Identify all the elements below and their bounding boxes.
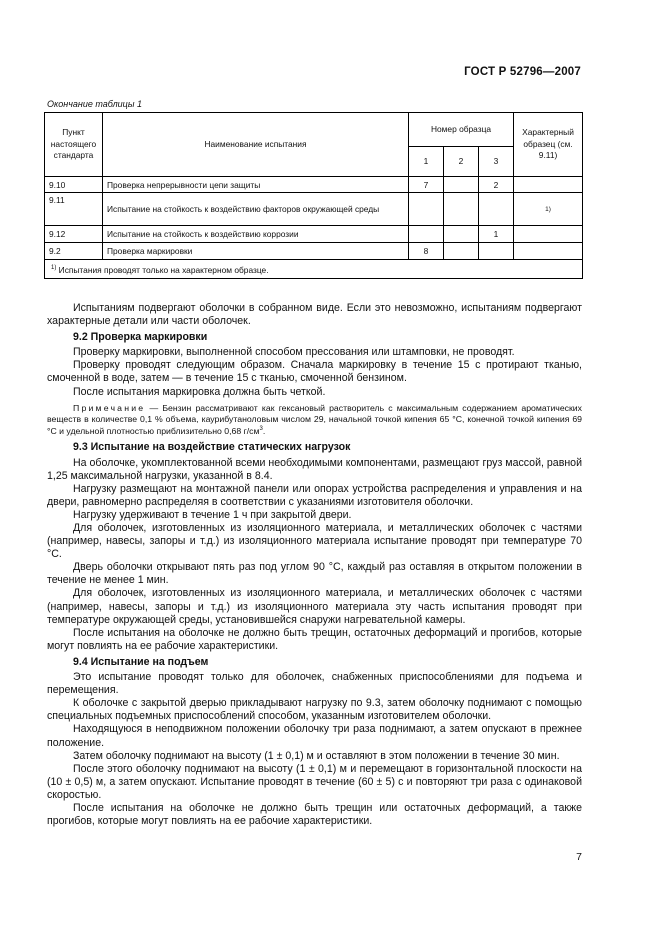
table-row (45, 243, 583, 260)
note-text: — Бензин рассматривают как гексановый растворитель с максимальным содержанием ароматических веществ в количестве 0,1 % объема, каурибутаноловым числом 29, начальной точкой кипения 65 °С, конечной точкой кипения 69 °С и удельной плотностью приблизительно 0,68 г/см (47, 402, 582, 436)
paragraph: Для оболочек, изготовленных из изоляционного материала, и металлических оболочек с частями (например, навесы, запоры и т.д.) из изоляционного материала эту часть испытания проводят при температуре окружающей среды, установившейся снаружи нагревательной камеры. (47, 587, 582, 626)
paragraph: Нагрузку удерживают в течение 1 ч при закрытой двери. (73, 508, 352, 521)
cell-sample-3: 2 (479, 177, 514, 193)
document-body (47, 302, 582, 828)
table-caption: Окончание таблицы 1 (47, 99, 142, 109)
cell-sample-2 (444, 226, 479, 243)
paragraph: Испытаниям подвергают оболочки в собранном виде. Если это невозможно, испытаниям подвергают характерные детали или части оболочек. (47, 302, 582, 328)
cell-clause: 9.12 (45, 226, 103, 243)
col-header-clause: Пункт настоящего стандарта (45, 113, 103, 177)
paragraph: Дверь оболочки открывают пять раз под углом 90 °С, каждый раз оставляя в открытом положении в течение не менее 1 мин. (47, 561, 582, 587)
col-header-sample-3: 3 (479, 147, 514, 177)
section-heading-9-4: 9.4 Испытание на подъем (73, 655, 209, 668)
col-header-sample-number: Номер образца (409, 113, 514, 147)
footnote-text: Испытания проводят только на характерном образце. (58, 264, 269, 275)
note-end: . (262, 425, 266, 436)
paragraph: К оболочке с закрытой дверью прикладывают нагрузку по 9.3, затем оболочку поднимают с помощью специальных подъемных приспособлений способом, указанным изготовителем оболочки. (47, 697, 582, 723)
paragraph: После испытания на оболочке не должно быть трещин, остаточных деформаций и прогибов, которые могут повлиять на ее рабочие характеристики. (47, 626, 582, 652)
footnote-mark: 1) (51, 264, 57, 271)
col-header-name: Наименование испытания (103, 113, 409, 177)
section-heading-9-2: 9.2 Проверка маркировки (73, 331, 208, 344)
table-footnote (45, 260, 583, 279)
cell-char (514, 243, 583, 260)
page-number: 7 (576, 851, 582, 863)
paragraph: После испытания на оболочке не должно быть трещин или остаточных деформаций, а также прогибов, которые могут повлиять на ее рабочие характеристики. (47, 801, 582, 828)
table-row (45, 193, 583, 226)
cell-sample-2 (444, 243, 479, 260)
cell-clause: 9.11 (45, 193, 103, 226)
note-label: Примечание (73, 402, 146, 413)
paragraph: Для оболочек, изготовленных из изоляционного материала, и металлических оболочек с частями (например, навесы, запоры и т.д.) из изоляционного материала испытание проводят при температуре 70 °С. (47, 522, 582, 561)
paragraph: После этого оболочку поднимают на высоту (1 ± 0,1) м и перемещают в горизонтальной плоскости на (10 ± 0,5) м, а затем опускают. Испытание проводят в течение (60 ± 5) с и повторяют три раза с одинаковой скоростью. (47, 762, 582, 801)
paragraph: Затем оболочку поднимают на высоту (1 ± 0,1) м и оставляют в этом положении в течение 30 мин. (73, 749, 560, 762)
cell-name: Испытание на стойкость к воздействию коррозии (103, 226, 409, 243)
cell-char: 1) (514, 193, 583, 226)
cell-name: Испытание на стойкость к воздействию факторов окружающей среды (103, 193, 409, 226)
paragraph: На оболочке, укомплектованной всеми необходимыми компонентами, размещают груз массой, равной 1,25 максимальной нагрузки, указанной в 8.4. (47, 456, 582, 482)
paragraph: Проверку проводят следующим образом. Сначала маркировку в течение 15 с протирают тканью, смоченной в воде, затем — в течение 15 с тканью, смоченной бензином. (47, 359, 582, 385)
cell-name: Проверка непрерывности цепи защиты (103, 177, 409, 193)
cell-clause: 9.10 (45, 177, 103, 193)
cell-sample-3: 1 (479, 226, 514, 243)
note-superscript: 3 (259, 425, 263, 432)
section-heading-9-3: 9.3 Испытание на воздействие статических нагрузок (73, 441, 351, 454)
paragraph: Проверку маркировки, выполненной способом прессования или штамповки, не проводят. (73, 346, 515, 359)
cell-char (514, 226, 583, 243)
col-header-sample-2: 2 (444, 147, 479, 177)
col-header-characteristic-sample: Характерный образец (см. 9.11) (514, 113, 583, 177)
table-row (45, 226, 583, 243)
cell-sample-3 (479, 243, 514, 260)
cell-char (514, 177, 583, 193)
cell-sample-1: 7 (409, 177, 444, 193)
cell-sample-2 (444, 177, 479, 193)
document-header: ГОСТ Р 52796—2007 (464, 66, 581, 78)
test-table (44, 112, 583, 279)
cell-sample-1: 8 (409, 243, 444, 260)
cell-clause: 9.2 (45, 243, 103, 260)
table-row (45, 177, 583, 193)
paragraph: Нагрузку размещают на монтажной панели или опорах устройства распределения и управления и на двери, равномерно распределяя в соответствии с указаниями изготовителя оболочки. (47, 482, 582, 508)
paragraph: Это испытание проводят только для оболочек, снабженных приспособлениями для подъема и перемещения. (47, 671, 582, 697)
paragraph: Находящуюся в неподвижном положении оболочку три раза поднимают, а затем опускают в прежнее положение. (47, 723, 582, 749)
cell-sample-2 (444, 193, 479, 226)
note (47, 403, 582, 438)
cell-name: Проверка маркировки (103, 243, 409, 260)
cell-sample-1 (409, 226, 444, 243)
paragraph: После испытания маркировка должна быть четкой. (73, 385, 326, 398)
col-header-sample-1: 1 (409, 147, 444, 177)
cell-sample-3 (479, 193, 514, 226)
cell-sample-1 (409, 193, 444, 226)
